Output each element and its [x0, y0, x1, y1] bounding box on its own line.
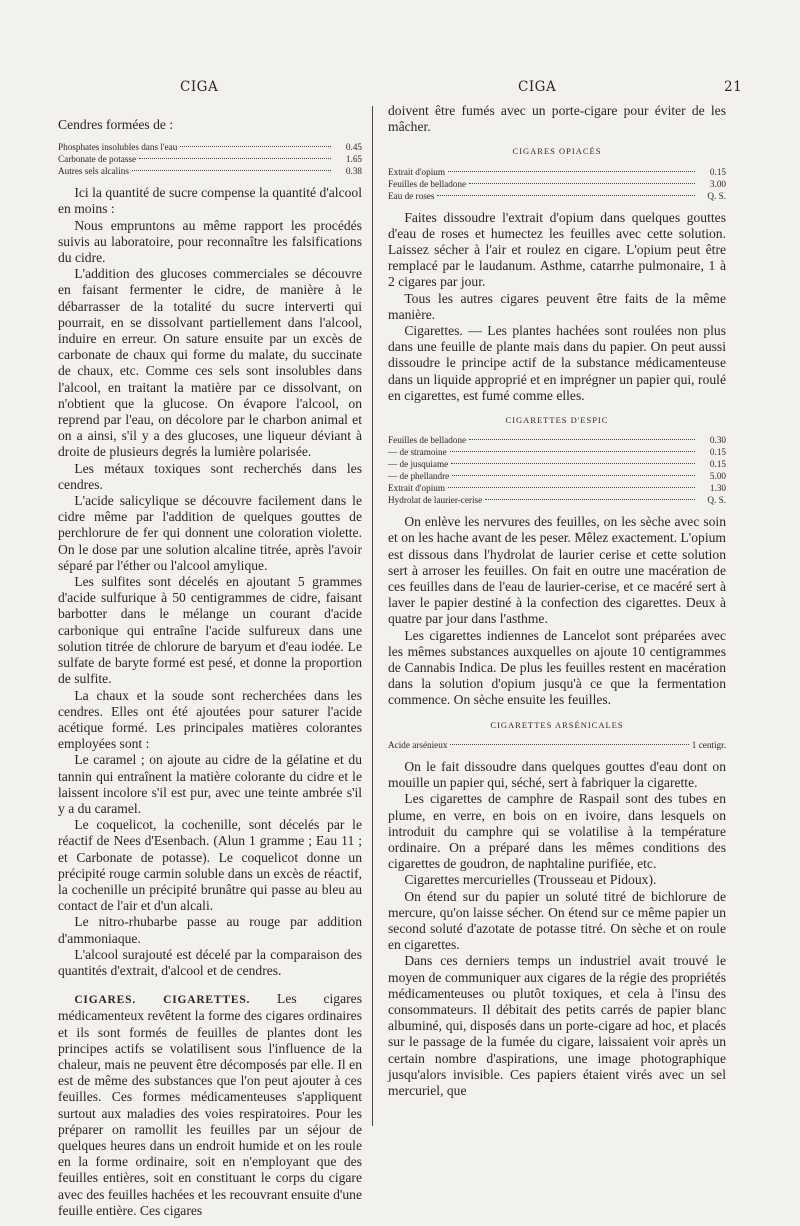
paragraph: Nous empruntons au même rapport les procédés suivis au laboratoire, pour reconnaître les falsifications du cidre. — [58, 217, 362, 266]
left-column — [58, 103, 362, 1219]
leader-dots — [469, 183, 695, 184]
leader-dots — [180, 146, 331, 147]
leader-dots — [132, 170, 331, 171]
table-row — [388, 446, 726, 458]
leader-dots — [452, 475, 695, 476]
ingredient-quantity: 0.38 — [345, 166, 362, 177]
leader-dots — [437, 195, 695, 196]
paragraph: L'alcool surajouté est décelé par la comparaison des quantités d'extrait, d'alcool et de cendres. — [58, 946, 362, 978]
ash-table — [58, 141, 362, 177]
leader-dots — [448, 171, 695, 172]
ingredient-quantity: Q. S. — [707, 495, 726, 506]
leader-dots — [139, 158, 331, 159]
table-row — [58, 141, 362, 153]
leader-dots — [450, 451, 695, 452]
ingredient-name: Extrait d'opium — [388, 483, 446, 494]
page-number: 21 — [724, 79, 743, 95]
ingredient-name: Phosphates insolubles dans l'eau — [58, 142, 178, 153]
ingredient-quantity: Q. S. — [707, 190, 726, 201]
section-heading: CIGARES. CIGARETTES. — [74, 994, 251, 1007]
ingredient-name: Eau de roses — [388, 190, 435, 201]
ingredient-name: Carbonate de potasse — [58, 154, 137, 165]
ingredient-name: Hydrolat de laurier-cerise — [388, 495, 483, 506]
paragraph: Le caramel ; on ajoute au cidre de la gélatine et du tannin qui entraînent la matière colorante du cidre et le laissent incolore s'il est pur, avec une teinte ambrée s'il y a du caramel. — [58, 752, 362, 816]
running-head-right: CIGA — [518, 79, 557, 95]
ingredient-name: Acide arsénieux — [388, 739, 448, 750]
paragraph: On enlève les nervures des feuilles, on les sèche avec soin et on les hache avant de les peser. Mêlez exactement. L'opium est dissous dans l'hydrolat de laurier cerise et cette solution sert à arroser les feuilles. On fait en outre une macération de ces feuilles dans de l'eau de laurier-cerise, et ce macéré sert à laver le papier destiné à la confection des cigarettes. Deux à quatre par jour dans l'asthme. — [388, 514, 726, 627]
ingredient-quantity: 1.65 — [345, 154, 362, 165]
ingredient-quantity: 3.00 — [709, 178, 726, 189]
table-row — [58, 165, 362, 177]
ingredient-name: Feuilles de belladone — [388, 435, 467, 446]
ingredient-quantity: 1.30 — [709, 483, 726, 494]
table-row — [388, 434, 726, 446]
ingredient-name: Extrait d'opium — [388, 166, 446, 177]
ingredient-name: — de stramoine — [388, 447, 447, 458]
paragraph: Ici la quantité de sucre compense la quantité d'alcool en moins : — [58, 185, 362, 217]
column-divider — [372, 106, 373, 1126]
paragraph: L'acide salicylique se découvre facilement dans le cidre même par l'addition de quelques gouttes de perchlorure de fer qui donnent une coloration violette. On le dose par une solution alcaline titrée, après l'avoir séparé par l'éther ou l'alcool amylique. — [58, 493, 362, 573]
ash-intro: Cendres formées de : — [58, 117, 174, 132]
ingredient-name: Autres sels alcalins — [58, 166, 129, 177]
recipe-table-arsenicales — [388, 739, 726, 751]
ingredient-quantity: 0.15 — [709, 166, 726, 177]
table-title: CIGARETTES ARSÉNICALES — [490, 719, 624, 730]
recipe-table-opiaces — [388, 166, 726, 202]
table-row — [388, 458, 726, 470]
table-title: CIGARES OPIACÉS — [512, 146, 602, 157]
ingredient-name: — de jusquiame — [388, 459, 449, 470]
paragraph: Dans ces derniers temps un industriel avait trouvé le moyen de communiquer aux cigares de la régie des propriétés médicamenteuses ou plutôt toxiques, et cela à l'insu des consommateurs. Il débitait des petits carrés de papier blanc albuminé, qui, disposés dans un porte-cigare ad hoc, et placés sur le passage de la fumée du cigare, laissaient voir après un certain nombre d'aspirations, une image photographique jusqu'alors invisible. Ces papiers étaient virés avec un sel mercuriel, que — [388, 953, 726, 1098]
table-row — [388, 178, 726, 190]
leader-dots — [448, 487, 695, 488]
leader-dots — [450, 744, 688, 745]
paragraph: Le nitro-rhubarbe passe au rouge par addition d'ammoniaque. — [58, 914, 362, 946]
paragraph: Les sulfites sont décelés en ajoutant 5 grammes d'acide sulfurique à 50 centigrammes de cidre, faisant barbotter dans le mélange un courant d'acide carbonique qui entraîne l'acide sulfureux dans une solution titrée de chlorure de baryum et d'eau iodée. Le sulfate de baryte formé est pesé, et donne la proportion de sulfite. — [58, 574, 362, 687]
recipe-table-espic — [388, 434, 726, 506]
leader-dots — [469, 439, 695, 440]
paragraph: Les métaux toxiques sont recherchés dans les cendres. — [58, 460, 362, 492]
paragraph: Tous les autres cigares peuvent être faits de la même manière. — [388, 290, 726, 322]
running-head-left: CIGA — [180, 79, 219, 95]
table-title: CIGARETTES D'ESPIC — [505, 415, 609, 426]
paragraph: Le coquelicot, la cochenille, sont décelés par le réactif de Nees d'Esenbach. (Alun 1 gramme ; Eau 11 ; et Carbonate de potasse). Le coquelicot donne un précipité rouge carmin soluble dans un excès de réactif, la cochenille un précipité brunâtre qui passe au bleu au contact de l'air et d'un alcali. — [58, 817, 362, 914]
paragraph: Cigarettes. — Les plantes hachées sont roulées non plus dans une feuille de plante mais dans du papier. On peut aussi dissoudre le principe actif de la substance médicamenteuse dans un liquide approprié et en imprégner un papier qui, roulé en cigarettes, est fumé comme elles. — [388, 323, 726, 403]
ingredient-name: Feuilles de belladone — [388, 178, 467, 189]
paragraph: On le fait dissoudre dans quelques gouttes d'eau dont on mouille un papier qui, séché, sert à fabriquer la cigarette. — [388, 758, 726, 791]
paragraph: doivent être fumés avec un porte-cigare pour éviter de les mâcher. — [388, 103, 726, 135]
table-row — [388, 739, 726, 751]
ingredient-quantity: 0.45 — [345, 142, 362, 153]
ingredient-quantity: 0.15 — [709, 447, 726, 458]
leader-dots — [451, 463, 695, 464]
table-row — [58, 153, 362, 165]
leader-dots — [485, 499, 695, 500]
paragraph-cigares — [58, 991, 362, 1219]
paragraph: Faites dissoudre l'extrait d'opium dans quelques gouttes d'eau de roses et humectez les feuilles avec cette solution. Laissez sécher à l'air et roulez en cigare. L'opium peut être remplacé par le laudanum. Asthme, catarrhe pulmonaire, 1 à 2 cigares par jour. — [388, 209, 726, 290]
ingredient-name: — de phellandre — [388, 471, 450, 482]
table-row — [388, 494, 726, 506]
paragraph: Les cigarettes indiennes de Lancelot sont préparées avec les mêmes substances auxquelles on ajoute 10 centigrammes de Cannabis Indica. De plus les feuilles restent en macération dans la solution d'opium jusqu'à ce que la fermentation commence. On sèche ensuite les feuilles. — [388, 627, 726, 708]
right-column — [388, 103, 726, 1099]
table-row — [388, 482, 726, 494]
ingredient-quantity: 5.00 — [709, 471, 726, 482]
paragraph: L'addition des glucoses commerciales se découvre en faisant fermenter le cidre, de manière à le débarrasser de la totalité du sucre interverti qui pourrait, en se dissolvant partiellement dans l'alcool, induire en erreur. On sature ensuite par un excès de carbonate de chaux qui forme du malate, du succinate de chaux, etc. Comme ces sels sont insolubles dans l'alcool, en traitant la matière par ce dissolvant, on n'obtient que la glucose. On évapore l'alcool, on reprend par l'eau, on décolore par le charbon animal et on a ainsi, s'il y a des glucoses, une liqueur déviant à droite de plusieurs degrés la lumière polarisée. — [58, 266, 362, 460]
section-text: Les cigares médicamenteux revêtent la forme des cigares ordinaires et ils sont formés de feuilles de plantes dont les principes actifs se volatilisent sous l'influence de la chaleur, mais ne peuvent être décomposés par elle. Il en est de même des substances que l'on peut ajouter à ces feuilles. Ces formes médicamenteuses s'appliquent surtout aux maladies des voies respiratoires. Pour les préparer on ramollit les feuilles par un séjour de quelques heures dans un endroit humide et on les roule en la forme ordinaire, soit en n'employant que des feuilles entières, soit en constituant le corps du cigare avec des feuilles hachées et les recouvrant ensuite d'une feuille entière. Ces cigares — [58, 991, 362, 1218]
paragraph: Cigarettes mercurielles (Trousseau et Pidoux). — [404, 872, 657, 888]
ingredient-quantity: 0.15 — [709, 459, 726, 470]
paragraph: Les cigarettes de camphre de Raspail sont des tubes en plume, en verre, en bois on en ivoire, dans lesquels on introduit du camphre qui se volatilise à la température ordinaire. On a préparé dans les mêmes conditions des cigarettes de goudron, de naphtaline purifiée, etc. — [388, 791, 726, 872]
table-row — [388, 190, 726, 202]
table-row — [388, 166, 726, 178]
ingredient-quantity: 0.30 — [709, 435, 726, 446]
paragraph: La chaux et la soude sont recherchées dans les cendres. Elles ont été ajoutées pour saturer l'acide acétique formé. Les principales matières colorantes employées sont : — [58, 687, 362, 752]
paragraph: On étend sur du papier un soluté titré de bichlorure de mercure, qu'on laisse sécher. On étend sur ce même papier un second soluté d'azotate de potasse titré. On sèche et on roule en cigarettes. — [388, 888, 726, 953]
ingredient-quantity: 1 centigr. — [691, 739, 726, 750]
table-row — [388, 470, 726, 482]
